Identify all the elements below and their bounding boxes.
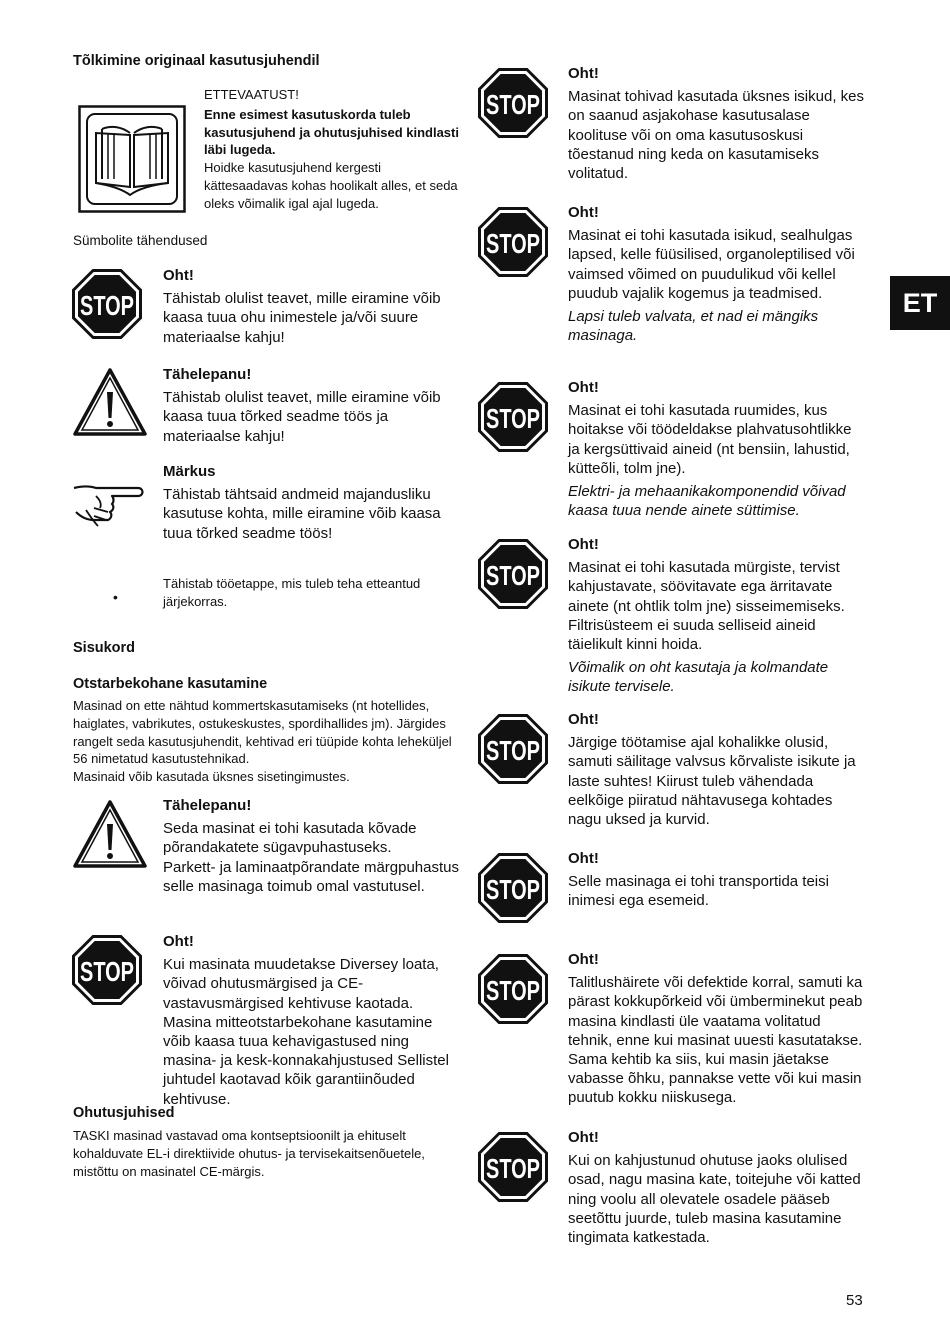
svg-text:STOP: STOP [486, 560, 540, 591]
danger-label: Oht! [568, 379, 599, 396]
contents-heading: Sisukord [73, 640, 136, 656]
svg-text:STOP: STOP [486, 735, 540, 766]
caution-heading: ETTEVAATUST! [204, 87, 299, 102]
page-number: 53 [846, 1292, 863, 1309]
note-label: Märkus [163, 463, 216, 480]
danger-label: Oht! [568, 204, 599, 221]
svg-text:STOP: STOP [486, 89, 540, 120]
danger-item [568, 64, 866, 183]
danger-item [568, 950, 866, 1108]
danger-text: Kui on kahjustunud ohutuse jaoks olulised osad, nagu masina kate, toitejuhe või katted ning voolu all olevatele osadele pääseb seetõttu juurde, tuleb masina kasutamine tingimata katkestada. [568, 1152, 861, 1247]
danger-text: Masinat ei tohi kasutada isikud, sealhulgas lapsed, kelle füüsilised, organoleptilised või vaimsed võimed on puudulikud või kellel puudub vajalik kogemus ja teadmised. [568, 227, 855, 302]
danger-text: Masinat tohivad kasutada üksnes isikud, kes on saanud asjakohase kasutusalase koolituse või on oma kasutusoskusi tõestanud ning keda on kasutamiseks volitatud. [568, 88, 864, 183]
stop-sign-icon [72, 935, 142, 1005]
danger-item [568, 535, 866, 697]
warning-label: Tähelepanu! [163, 797, 252, 814]
stop-sign-icon [72, 269, 142, 339]
stop-sign-icon [478, 853, 548, 923]
danger-text: Kui masinata muudetakse Diversey loata, võivad ohutusmärgised ja CE-vastavusmärgised kehtivuse kaotada. Masina mitteotstarbekohane kasutamine võib kaasa tuua kehavigastused ning masina- ja kesk-konnakahjustused Sellistel juhtudel kaotavad kõik garantiinõuded kehtivuse. [163, 956, 449, 1108]
caution-block [204, 86, 459, 213]
danger-label: Oht! [568, 1129, 599, 1146]
danger-label: Oht! [568, 951, 599, 968]
safety-text: TASKI masinad vastavad oma kontseptsioonilt ja ehituselt kohalduvate EL-i direktiivide ohutus- ja tervisekaitsenõuetele, mistõttu on masinatel CE-märgis. [73, 1128, 425, 1179]
intended-use-text [73, 697, 461, 786]
stop-sign-icon [478, 954, 548, 1024]
warning-text: Tähistab olulist teavet, mille eiramine võib kaasa tuua tõrked seadme töös ja materiaalse kahju! [163, 389, 441, 445]
symbol-danger [163, 266, 463, 347]
symbols-heading: Sümbolite tähendused [73, 233, 208, 248]
danger-item [568, 1128, 866, 1247]
warning-triangle-icon [73, 368, 147, 436]
svg-text:STOP: STOP [486, 975, 540, 1006]
stop-sign-icon [478, 1132, 548, 1202]
svg-text:STOP: STOP [486, 403, 540, 434]
svg-text:STOP: STOP [486, 228, 540, 259]
danger-label: Oht! [568, 536, 599, 553]
danger-item [568, 710, 866, 829]
language-tab: ET [890, 276, 950, 330]
warning-triangle-icon [73, 800, 147, 868]
danger-label: Oht! [163, 933, 194, 950]
bullet-symbol: • [113, 589, 118, 605]
stop-sign-icon [478, 207, 548, 277]
danger-item [568, 849, 866, 911]
danger-label: Oht! [163, 267, 194, 284]
stop-sign-icon [478, 382, 548, 452]
warning-text-2: Parkett- ja laminaatpõrandate märgpuhastus selle masinaga toimub omal vastutusel. [163, 858, 460, 895]
caution-normal-text: Hoidke kasutusjuhend kergesti kättesaadavas kohas hoolikalt alles, et seda oleks võimalik igal ajal lugeda. [204, 160, 458, 211]
warning-label: Tähelepanu! [163, 366, 252, 383]
stop-sign-icon [478, 714, 548, 784]
svg-text:STOP: STOP [486, 874, 540, 905]
warning-text-1: Seda masinat ei tohi kasutada kõvade põrandakatete sügavpuhastuseks. [163, 820, 417, 857]
stop-sign-icon [478, 68, 548, 138]
danger-italic-note: Elektri- ja mehaanikakomponendid võivad kaasa tuua nende ainete süttimise. [568, 483, 846, 520]
svg-text:STOP: STOP [80, 956, 134, 987]
intended-use-p1: Masinad on ette nähtud kommertskasutamiseks (nt hotellides, haiglates, vabrikutes, ostukeskustes, spordihallides jm). Järgides rangelt seda kasutusjuhendit, kehtivad eri tüüpide kohta leheküljel 56 nimetatud kasutustehnikad. [73, 698, 452, 767]
note-text: Tähistab tähtsaid andmeid majandusliku kasutuse kohta, mille eiramine võib kaasa tuua tõrked seadme töös! [163, 486, 441, 542]
danger-item [568, 378, 866, 520]
symbol-warning [163, 365, 463, 446]
danger-italic-note: Lapsi tuleb valvata, et nad ei mängiks masinaga. [568, 308, 819, 345]
bullet-text: Tähistab tööetappe, mis tuleb teha etteantud järjekorras. [163, 576, 421, 609]
danger-label: Oht! [568, 711, 599, 728]
caution-bold-text: Enne esimest kasutuskorda tuleb kasutusjuhend ja ohutusjuhised kindlasti läbi lugeda. [204, 106, 459, 158]
stop-sign-icon [478, 539, 548, 609]
pointing-hand-icon [72, 480, 152, 532]
danger-text: Järgige töötamise ajal kohalikke olusid, samuti säilitage valvsus kõrvaliste isikute ja laste suhtes! Kiirust tuleb vähendada eelkõige piiratud nähtavusega kohtades nagu uksed ja kurvid. [568, 734, 856, 829]
danger-label: Oht! [568, 850, 599, 867]
danger-item [568, 203, 866, 345]
svg-text:STOP: STOP [486, 1153, 540, 1184]
page-title: Tõlkimine originaal kasutusjuhendil [73, 53, 320, 69]
read-manual-icon [78, 105, 186, 213]
intended-use-heading: Otstarbekohane kasutamine [73, 676, 268, 692]
svg-text:STOP: STOP [80, 290, 134, 321]
danger-italic-note: Võimalik on oht kasutaja ja kolmandate isikute tervisele. [568, 659, 829, 696]
safety-heading: Ohutusjuhised [73, 1105, 175, 1121]
symbol-note [163, 462, 463, 543]
danger-label: Oht! [568, 65, 599, 82]
danger-text: Masinat ei tohi kasutada mürgiste, tervist kahjustavate, söövitavate ega ärritavate ainete (nt ohtlik tolm jne) sisseimemiseks. Filtrisüsteem ei suuda selliseid aineid täielikult kinni hoida. [568, 559, 845, 654]
intended-use-p2: Masinaid võib kasutada üksnes sisetingimustes. [73, 769, 350, 785]
danger-text: Talitlushäirete või defektide korral, samuti ka pärast kokkupõrkeid või ümberminekut peab masina kindlasti üle vaatama volitatud tehnik, enne kui masinat uuesti kasutatakse. Sama kehtib ka siis, kui masin jäetakse vabasse õhku, pannakse vette või kui masin puutub kokku niiskusega. [568, 974, 863, 1107]
intended-use-danger [163, 932, 463, 1109]
danger-text: Tähistab olulist teavet, mille eiramine võib kaasa tuua ohu inimestele ja/või suure materiaalse kahju! [163, 290, 441, 346]
danger-text: Masinat ei tohi kasutada ruumides, kus hoitakse või töödeldakse plahvatusohtlikke ja kergsüttivaid aineid (nt bensiin, lahustid, kütteõli, tolm jne). [568, 402, 852, 477]
intended-use-warning [163, 796, 463, 896]
danger-text: Selle masinaga ei tohi transportida teisi inimesi ega esemeid. [568, 873, 829, 910]
